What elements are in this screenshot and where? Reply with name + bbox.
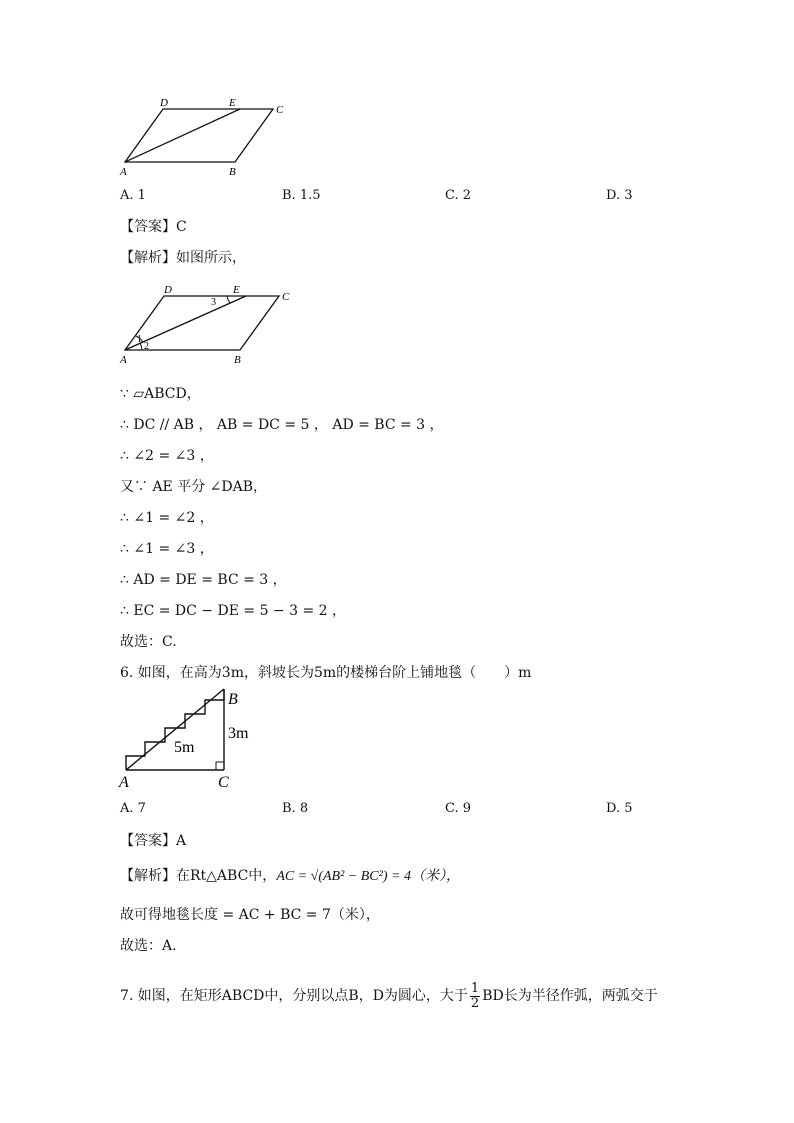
q7-prefix: 7. 如图，在矩形ABCD中，分别以点B，D为圆心，大于 (120, 988, 468, 1004)
label-B: B (234, 354, 241, 366)
label-A: A (120, 166, 127, 178)
q6-analysis-formula: AC = √(AB² − BC²) = 4（米）， (276, 869, 460, 884)
label-C: C (282, 291, 290, 303)
q5-option-b: B. 1.5 (282, 188, 321, 203)
q6-option-a: A. 7 (120, 801, 146, 816)
q6-option-c: C. 9 (445, 801, 472, 816)
q6-question: 6. 如图，在高为3m，斜坡长为5m的楼梯台阶上铺地毯（ ）m (120, 665, 532, 681)
q5-step-9: 故选：C. (120, 634, 177, 650)
one-half-fraction (470, 982, 480, 1011)
parallelogram-figure-2 (112, 282, 312, 370)
q5-step-2: ∴ DC // AB ， AB = DC = 5 ， AD = BC = 3 ， (120, 417, 444, 433)
q5-step-4: 又∵ AE 平分 ∠DAB， (120, 479, 268, 495)
q5-step-7: ∴ AD = DE = BC = 3 ， (120, 572, 287, 588)
q5-step-5: ∴ ∠1 = ∠2 ， (120, 510, 214, 526)
label-C: C (276, 104, 284, 116)
q5-option-c: C. 2 (445, 188, 472, 203)
q5-option-a: A. 1 (120, 188, 146, 203)
angle-3-label: 3 (211, 297, 216, 308)
height-label: 3m (228, 725, 249, 742)
label-D: D (164, 284, 172, 296)
q6-analysis-line-3: 故选：A. (120, 938, 177, 954)
q5-step-1: ∵ ▱ABCD， (120, 386, 201, 402)
label-D: D (160, 97, 168, 109)
q5-step-6: ∴ ∠1 = ∠3 ， (120, 541, 214, 557)
q7-question (120, 980, 658, 1012)
q7-suffix: BD长为半径作弧，两弧交于 (482, 988, 658, 1004)
q6-option-d: D. 5 (606, 801, 633, 816)
q5-step-8: ∴ EC = DC − DE = 5 − 3 = 2 ， (120, 603, 346, 619)
staircase-figure (110, 688, 290, 792)
fraction-denominator: 2 (470, 995, 480, 1011)
q5-option-d: D. 3 (606, 188, 633, 203)
angle-2-label: 2 (144, 341, 149, 352)
q5-step-3: ∴ ∠2 = ∠3 ， (120, 448, 214, 464)
q6-answer: 【答案】A (120, 833, 187, 849)
label-A: A (120, 354, 127, 366)
q6-analysis-prefix: 【解析】在Rt△ABC中， (120, 868, 277, 884)
q6-analysis-line-2: 故可得地毯长度 = AC + BC = 7（米）， (120, 907, 380, 923)
q5-analysis-intro: 【解析】如图所示， (120, 250, 246, 266)
label-B: B (229, 166, 236, 178)
q6-analysis-line-1 (120, 867, 460, 886)
label-A: A (119, 774, 129, 791)
q6-option-b: B. 8 (282, 801, 309, 816)
fraction-numerator: 1 (470, 980, 480, 996)
label-E: E (233, 284, 240, 296)
label-E: E (229, 97, 236, 109)
q5-answer: 【答案】C (120, 219, 187, 235)
parallelogram-figure-1 (110, 92, 300, 182)
angle-1-label: 1 (137, 334, 142, 345)
slope-label: 5m (174, 739, 195, 756)
label-B: B (228, 691, 238, 708)
label-C: C (218, 774, 229, 791)
